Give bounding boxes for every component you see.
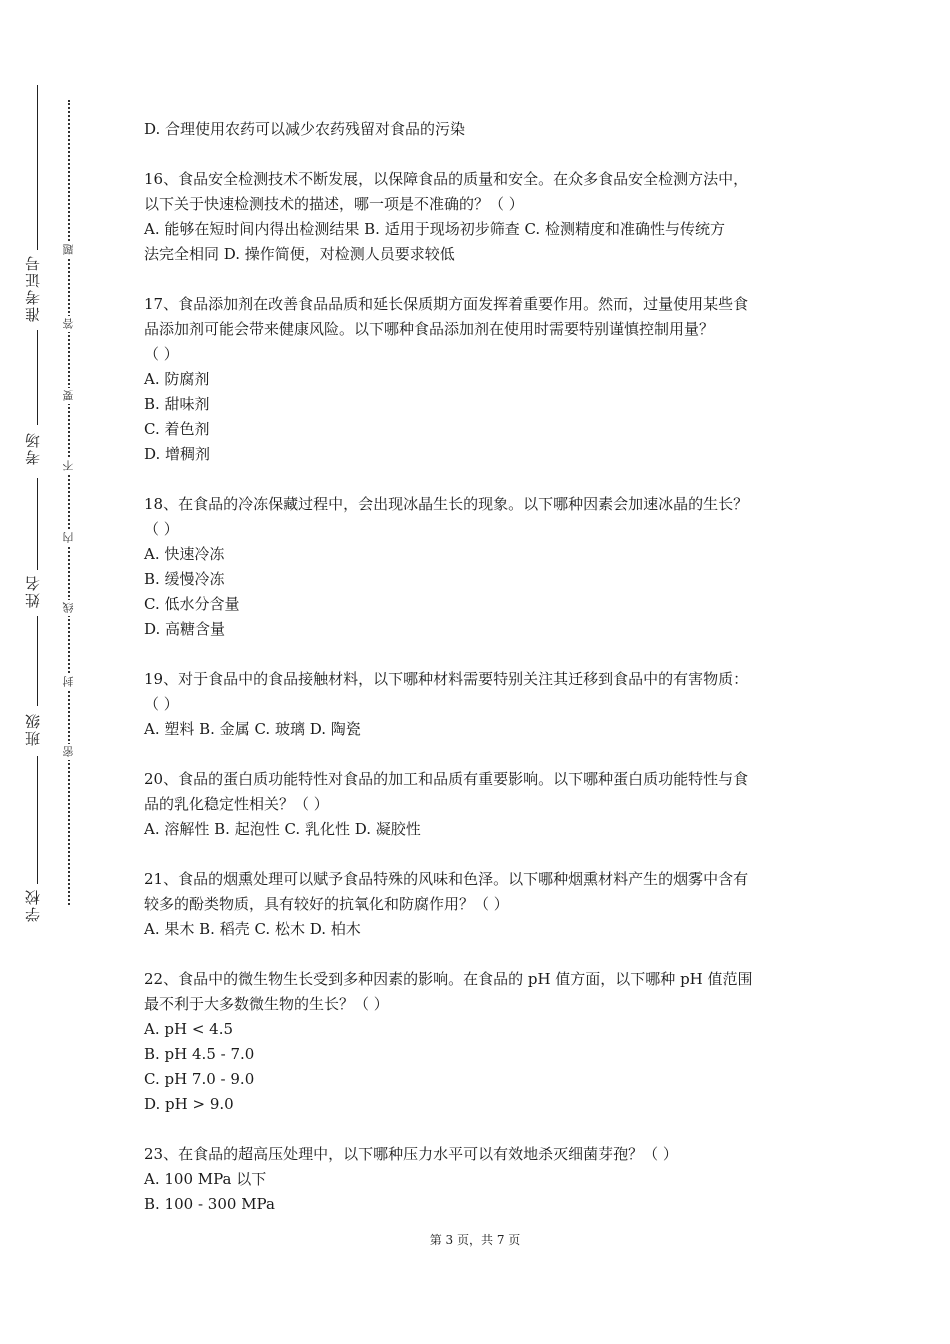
question-text: 21、食品的烟熏处理可以赋予食品特殊的风味和色泽。以下哪种烟熏材料产生的烟雾中含有 <box>144 870 749 888</box>
question-text: 20、食品的蛋白质功能特性对食品的加工和品质有重要影响。以下哪种蛋白质功能特性与食 <box>144 770 749 788</box>
label-school: 学校 <box>24 888 42 922</box>
question-text: 16、食品安全检测技术不断发展，以保障食品的质量和安全。在众多食品安全检测方法中， <box>144 170 749 188</box>
option-line: 法完全相同 D. 操作简便，对检测人员要求较低 <box>144 245 455 263</box>
option-line: D. 合理使用农药可以减少农药残留对食品的污染 <box>144 120 466 138</box>
option-line: A. 果木 B. 稻壳 C. 松木 D. 柏木 <box>144 920 361 938</box>
page-number: 第 3 页，共 7 页 <box>429 1233 521 1247</box>
label-exam-number: 准考证号 <box>24 254 42 322</box>
answer-blank: （ ） <box>144 695 179 713</box>
option-c: C. 低水分含量 <box>144 595 240 613</box>
option-a: A. 防腐剂 <box>144 370 210 388</box>
question-21 <box>144 867 810 942</box>
question-text: 较多的酚类物质，具有较好的抗氧化和防腐作用？（ ） <box>144 895 509 913</box>
option-d: D. 增稠剂 <box>144 445 211 463</box>
seal-dotted-line <box>68 100 70 905</box>
question-20 <box>144 767 810 842</box>
label-exam-room: 考场 <box>24 431 42 465</box>
option-d: D. 高糖含量 <box>144 620 226 638</box>
fill-line <box>37 616 38 706</box>
fill-line <box>37 478 38 570</box>
question-19 <box>144 667 810 742</box>
question-18 <box>144 492 810 642</box>
seal-word: 内 <box>61 530 77 546</box>
option-b: B. pH 4.5 - 7.0 <box>144 1045 255 1063</box>
option-c: C. 着色剂 <box>144 420 210 438</box>
question-17 <box>144 292 810 467</box>
option-b: B. 甜味剂 <box>144 395 210 413</box>
question-text: 22、食品中的微生物生长受到多种因素的影响。在食品的 pH 值方面，以下哪种 pH 值范围 <box>144 970 753 988</box>
answer-blank: （ ） <box>144 520 179 538</box>
fill-line <box>37 85 38 250</box>
option-b: B. 缓慢冷冻 <box>144 570 225 588</box>
exam-content <box>144 117 810 1242</box>
seal-word: 题 <box>61 242 77 258</box>
question-text: 品添加剂可能会带来健康风险。以下哪种食品添加剂在使用时需要特别谨慎控制用量？ <box>144 320 715 338</box>
question-text: 23、在食品的超高压处理中，以下哪种压力水平可以有效地杀灭细菌芽孢？（ ） <box>144 1145 678 1163</box>
question-22 <box>144 967 810 1117</box>
fill-line <box>37 330 38 425</box>
option-line: A. 能够在短时间内得出检测结果 B. 适用于现场初步筛查 C. 检测精度和准确性与传统方 <box>144 220 725 238</box>
option-d: D. pH > 9.0 <box>144 1095 234 1113</box>
question-16 <box>144 167 810 267</box>
seal-word: 答 <box>61 316 77 332</box>
question-text: 最不利于大多数微生物的生长？（ ） <box>144 995 389 1013</box>
question-text: 品的乳化稳定性相关？（ ） <box>144 795 329 813</box>
question-23 <box>144 1142 810 1217</box>
answer-blank: （ ） <box>144 345 179 363</box>
option-a: A. pH < 4.5 <box>144 1020 234 1038</box>
option-line: A. 塑料 B. 金属 C. 玻璃 D. 陶瓷 <box>144 720 361 738</box>
option-a: A. 快速冷冻 <box>144 545 225 563</box>
option-c: C. pH 7.0 - 9.0 <box>144 1070 255 1088</box>
seal-word: 封 <box>61 674 77 690</box>
label-class: 班级 <box>24 712 42 746</box>
question-15-tail <box>144 117 810 142</box>
question-text: 18、在食品的冷冻保藏过程中，会出现冰晶生长的现象。以下哪种因素会加速冰晶的生长？ <box>144 495 749 513</box>
question-text: 17、食品添加剂在改善食品品质和延长保质期方面发挥着重要作用。然而，过量使用某些食 <box>144 295 749 313</box>
option-a: A. 100 MPa 以下 <box>144 1170 267 1188</box>
seal-word: 不 <box>61 458 77 474</box>
seal-word: 线 <box>61 600 77 616</box>
label-name: 姓名 <box>24 574 42 608</box>
seal-word: 要 <box>61 388 77 404</box>
option-line: A. 溶解性 B. 起泡性 C. 乳化性 D. 凝胶性 <box>144 820 421 838</box>
seal-word: 密 <box>61 744 77 760</box>
option-b: B. 100 - 300 MPa <box>144 1195 275 1213</box>
question-text: 以下关于快速检测技术的描述，哪一项是不准确的？（ ） <box>144 195 524 213</box>
fill-line <box>37 756 38 884</box>
question-text: 19、对于食品中的食品接触材料，以下哪种材料需要特别关注其迁移到食品中的有害物质： <box>144 670 749 688</box>
